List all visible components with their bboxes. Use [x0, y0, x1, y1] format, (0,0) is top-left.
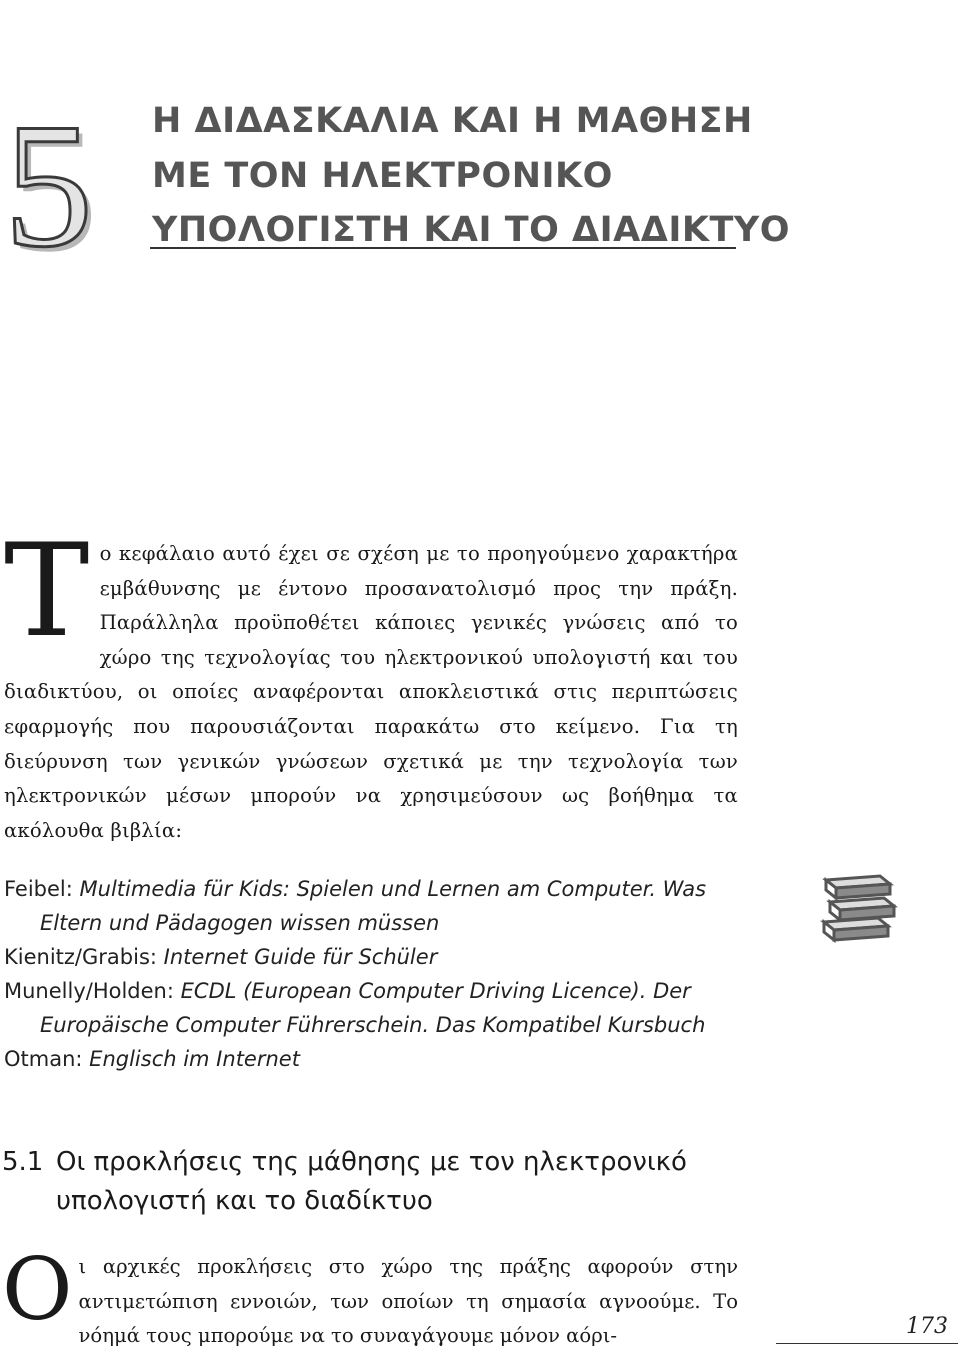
books-icon	[820, 872, 898, 944]
reference-item	[4, 1042, 744, 1076]
page-number-rule	[776, 1343, 958, 1344]
drop-cap: Ο	[2, 1240, 73, 1340]
reference-author: Feibel:	[4, 877, 73, 901]
reference-author: Munelly/Holden:	[4, 979, 174, 1003]
chapter-title-line: Η ΔΙΔΑΣΚΑΛΙΑ ΚΑΙ Η ΜΑΘΗΣΗ	[152, 101, 753, 141]
intro-text: ο κεφάλαιο αυτό έχει σε σχέση με το προηγούμενο χαρακτήρα εμβάθυνσης με έντονο προσανατολισμό προς την πράξη. Παράλληλα προϋποθέτει κάποιες γενικές γνώσεις από το χώρο της τεχνολογίας του ηλεκτρονικού υπολογιστή και του διαδικτύου, οι οποίες αναφέρονται αποκλειστικά στις περιπτώσεις εφαρμογής που παρουσιάζονται παρακάτω στο κείμενο. Για τη διεύρυνση των γενικών γνώσεων σχετικά με την τεχνολογία των ηλεκτρονικών μέσων μπορούν να χρησιμεύσουν ως βοήθημα τα ακόλουθα βιβλία:	[4, 542, 738, 842]
drop-cap: Τ	[4, 517, 90, 666]
section-number: 5.1	[2, 1147, 44, 1177]
chapter-title-line: ΜΕ ΤΟΝ ΗΛΕΚΤΡΟΝΙΚΟ	[152, 155, 613, 196]
section-heading	[2, 1143, 696, 1221]
reference-item	[4, 974, 744, 1042]
reference-title: ECDL (European Computer Driving Licence). Der Europäische Computer Führerschein. Das Kompatibel Kursbuch	[40, 979, 706, 1037]
reference-title: Englisch im Internet	[89, 1047, 300, 1071]
section-title: Οι προκλήσεις της μάθησης με τον ηλεκτρονικό υπολογιστή και το διαδίκτυο	[56, 1147, 687, 1216]
reference-item	[4, 940, 744, 974]
reference-title: Internet Guide für Schüler	[163, 945, 438, 969]
intro-paragraph	[4, 517, 738, 848]
page-number: 173	[906, 1314, 948, 1339]
reference-list	[4, 872, 744, 1076]
title-divider	[150, 247, 736, 249]
reference-author: Otman:	[4, 1047, 83, 1071]
reference-author: Kienitz/Grabis:	[4, 945, 157, 969]
reference-item	[4, 872, 744, 940]
chapter-title-line: ΥΠΟΛΟΓΙΣΤΗ ΚΑΙ ΤΟ ΔΙΑΔΙΚΤΥΟ	[152, 210, 790, 251]
chapter-number: 5	[4, 86, 93, 284]
reference-title: Multimedia für Kids: Spielen und Lernen am Computer. Was Eltern und Pädagogen wissen müssen	[40, 877, 707, 935]
section-paragraph-text: ι αρχικές προκλήσεις στο χώρο της πράξης αφορούν στην αντιμετώπιση εννοιών, των οποίων τη σημασία αγνοούμε. Το νόημά τους μπορούμε να το συναγάγουμε μόνον αόρι-	[78, 1255, 738, 1348]
section-paragraph	[2, 1240, 738, 1354]
chapter-title	[152, 94, 790, 258]
